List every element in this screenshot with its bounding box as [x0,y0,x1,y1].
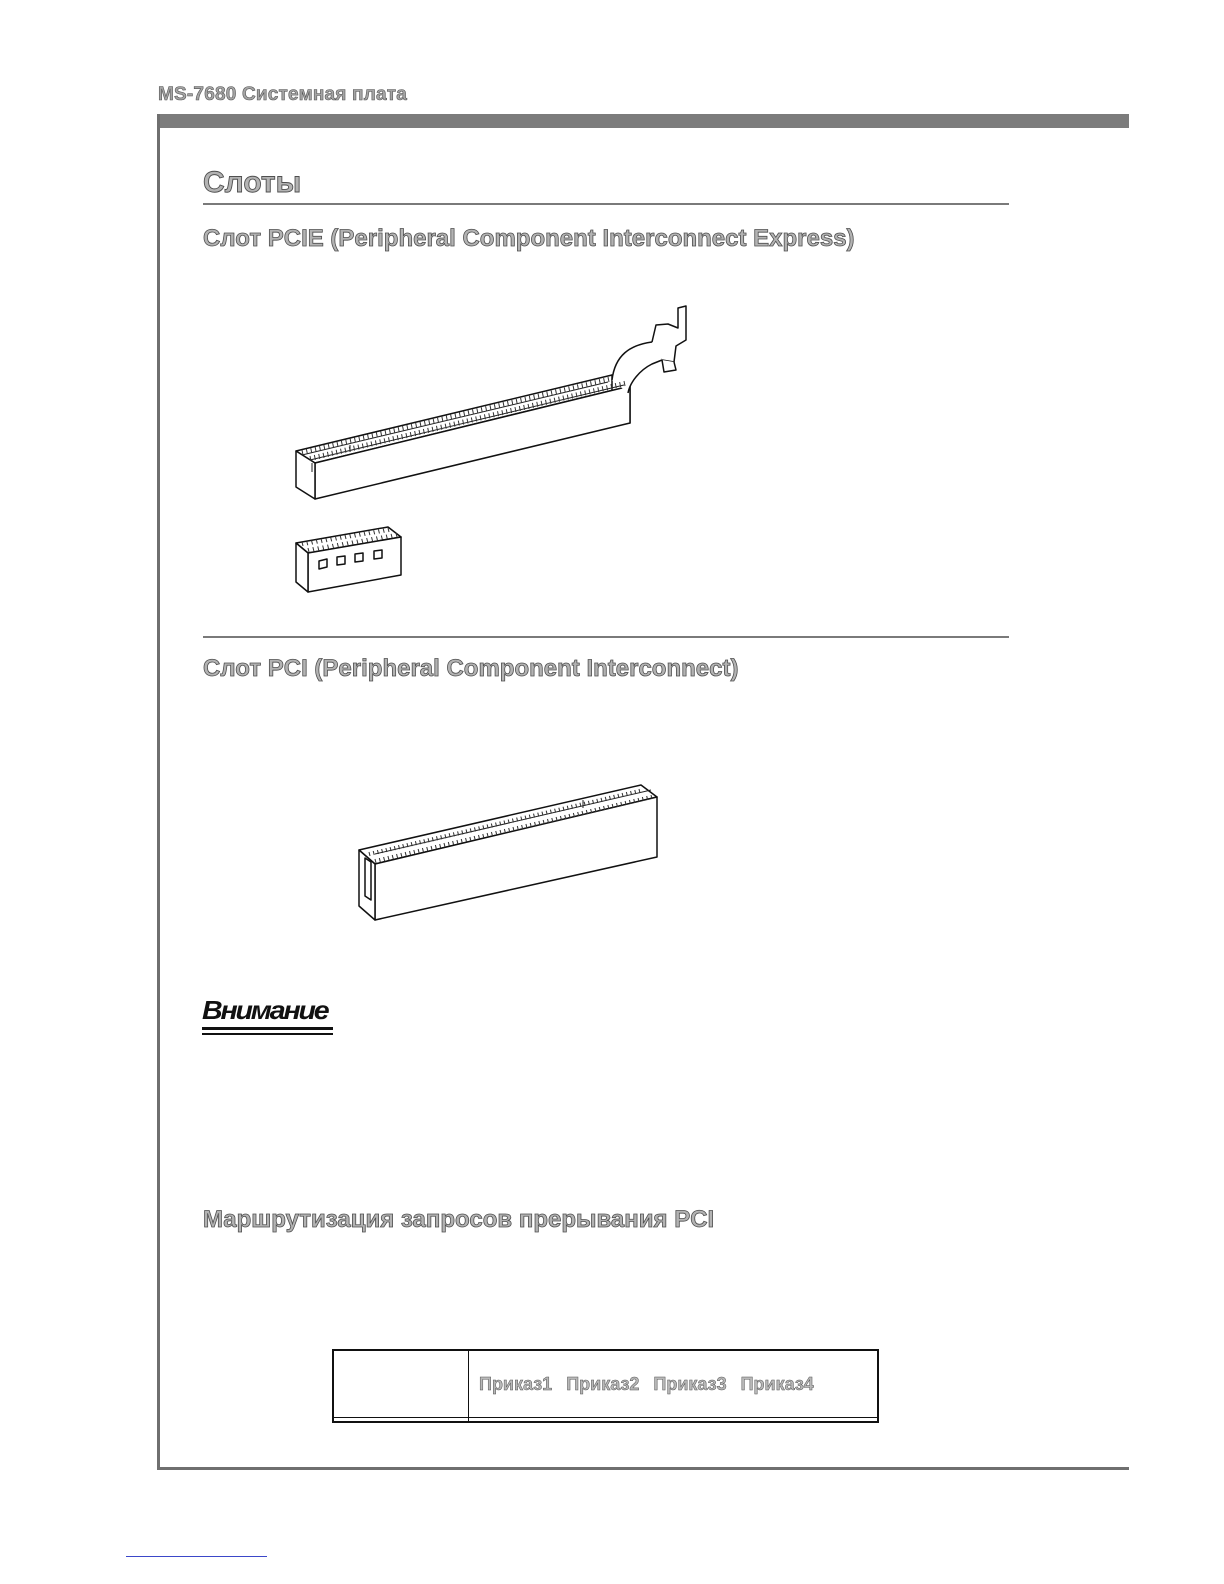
attention-underline [202,1027,333,1030]
irq-column-2: Приказ2 [566,1373,640,1394]
page-left-border [157,114,160,1470]
pcie-x16-slot-illustration [290,300,700,505]
attention-label: Внимание [202,995,328,1025]
irq-header-cell [469,1350,879,1418]
irq-row-value-cell [469,1418,879,1423]
irq-header-empty-cell [333,1350,469,1418]
irq-row [333,1418,878,1423]
irq-column-3: Приказ3 [653,1373,727,1394]
running-header: MS-7680 Системная плата [158,84,408,105]
attention-underline-2 [202,1033,333,1035]
pci-section-rule [203,636,1009,638]
irq-table [332,1349,879,1423]
irq-column-1: Приказ1 [479,1373,553,1394]
pcie-heading: Слот PCIE (Peripheral Component Interconnect Express) [203,225,855,252]
irq-column-4: Приказ4 [740,1373,814,1394]
irq-row-label-cell [333,1418,469,1423]
irq-heading: Маршрутизация запросов прерывания PCI [203,1206,715,1233]
pci-slot-illustration [355,780,665,925]
page-bottom-border [157,1467,1129,1470]
irq-header-row [333,1350,878,1418]
pci-heading: Слот PCI (Peripheral Component Interconnect) [203,655,739,682]
header-bar [158,114,1129,128]
section-rule [203,203,1009,205]
footer-link-underline [126,1556,267,1557]
section-title: Слоты [203,166,302,199]
pcie-x1-slot-illustration [292,525,407,600]
